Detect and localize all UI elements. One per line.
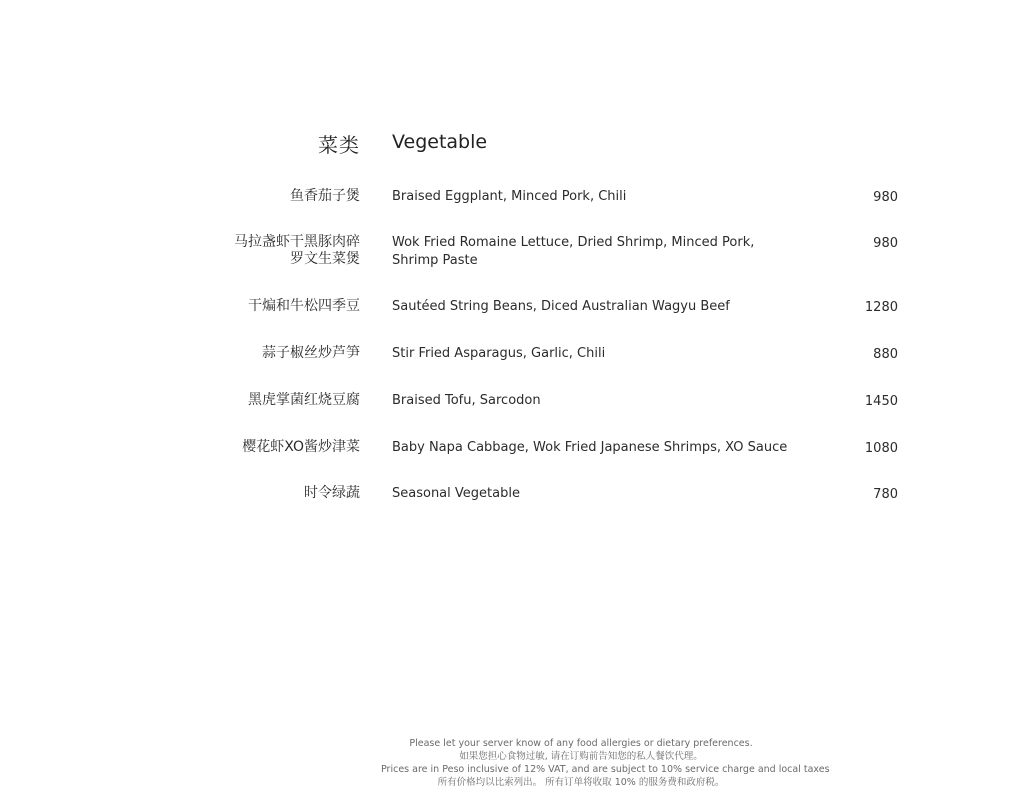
dish-description-line1: Seasonal Vegetable (392, 486, 520, 501)
dish-name-chinese-line1: 鱼香茄子煲 (290, 188, 360, 204)
dish-price: 1080 (864, 441, 898, 456)
dish-name-chinese-line1: 时令绿蔬 (304, 485, 360, 501)
dish-name-chinese (242, 439, 360, 456)
dish-price: 780 (873, 487, 898, 502)
footer-price-note-chinese: 所有价格均以比索列出。 所有订单将收取 10% 的服务费和政府税。 (437, 777, 725, 788)
dish-description (392, 298, 730, 316)
footer-allergy-note-chinese: 如果您担心食物过敏, 请在订购前告知您的私人餐饮代理。 (459, 751, 703, 762)
dish-description-line1: Braised Tofu, Sarcodon (392, 393, 541, 408)
dish-description-line2: Shrimp Paste (392, 253, 478, 268)
menu-item (0, 392, 1024, 432)
dish-description-line1: Braised Eggplant, Minced Pork, Chili (392, 189, 627, 204)
dish-name-chinese-line1: 黑虎掌菌红烧豆腐 (248, 392, 360, 408)
menu-item (0, 345, 1024, 385)
dish-name-chinese (234, 234, 360, 268)
dish-price: 1280 (864, 300, 898, 315)
menu-item (0, 485, 1024, 525)
dish-name-chinese (290, 188, 360, 205)
dish-description-line1: Wok Fried Romaine Lettuce, Dried Shrimp, Minced Pork, (392, 235, 755, 250)
dish-name-chinese-line1: 干煸和牛松四季豆 (248, 298, 360, 314)
dish-description (392, 188, 626, 206)
dish-name-chinese (304, 485, 360, 502)
menu-item (0, 298, 1024, 338)
dish-description-line1: Stir Fried Asparagus, Garlic, Chili (392, 346, 606, 361)
dish-name-chinese (248, 392, 360, 409)
dish-description (392, 485, 520, 503)
dish-name-chinese-line1: 蒜子椒丝炒芦笋 (262, 345, 360, 361)
dish-name-chinese (248, 298, 360, 315)
menu-item (0, 234, 1024, 274)
dish-price: 880 (873, 347, 898, 362)
dish-price: 980 (873, 190, 898, 205)
dish-name-chinese-line1: 樱花虾XO酱炒津菜 (242, 439, 360, 455)
menu-item (0, 439, 1024, 479)
section-title-english: Vegetable (392, 131, 488, 153)
dish-name-chinese-line1: 马拉盏虾干黑豚肉碎 (234, 234, 360, 250)
dish-description-line1: Sautéed String Beans, Diced Australian Wagyu Beef (392, 299, 730, 314)
footer-price-note: Prices are in Peso inclusive of 12% VAT, and are subject to 10% service charge and local taxes (381, 764, 830, 775)
section-title-chinese: 菜类 (318, 133, 360, 157)
dish-description (392, 345, 605, 363)
dish-description-line1: Baby Napa Cabbage, Wok Fried Japanese Shrimps, XO Sauce (392, 440, 788, 455)
dish-price: 1450 (864, 394, 898, 409)
menu-item (0, 188, 1024, 228)
dish-name-chinese (262, 345, 360, 362)
footer-allergy-note: Please let your server know of any food allergies or dietary preferences. (409, 738, 753, 749)
dish-name-chinese-line2: 罗文生菜煲 (290, 251, 360, 267)
dish-description (392, 439, 787, 457)
footer-notice (381, 737, 830, 789)
dish-description (392, 392, 541, 410)
dish-price: 980 (873, 236, 898, 251)
dish-description (392, 234, 754, 270)
